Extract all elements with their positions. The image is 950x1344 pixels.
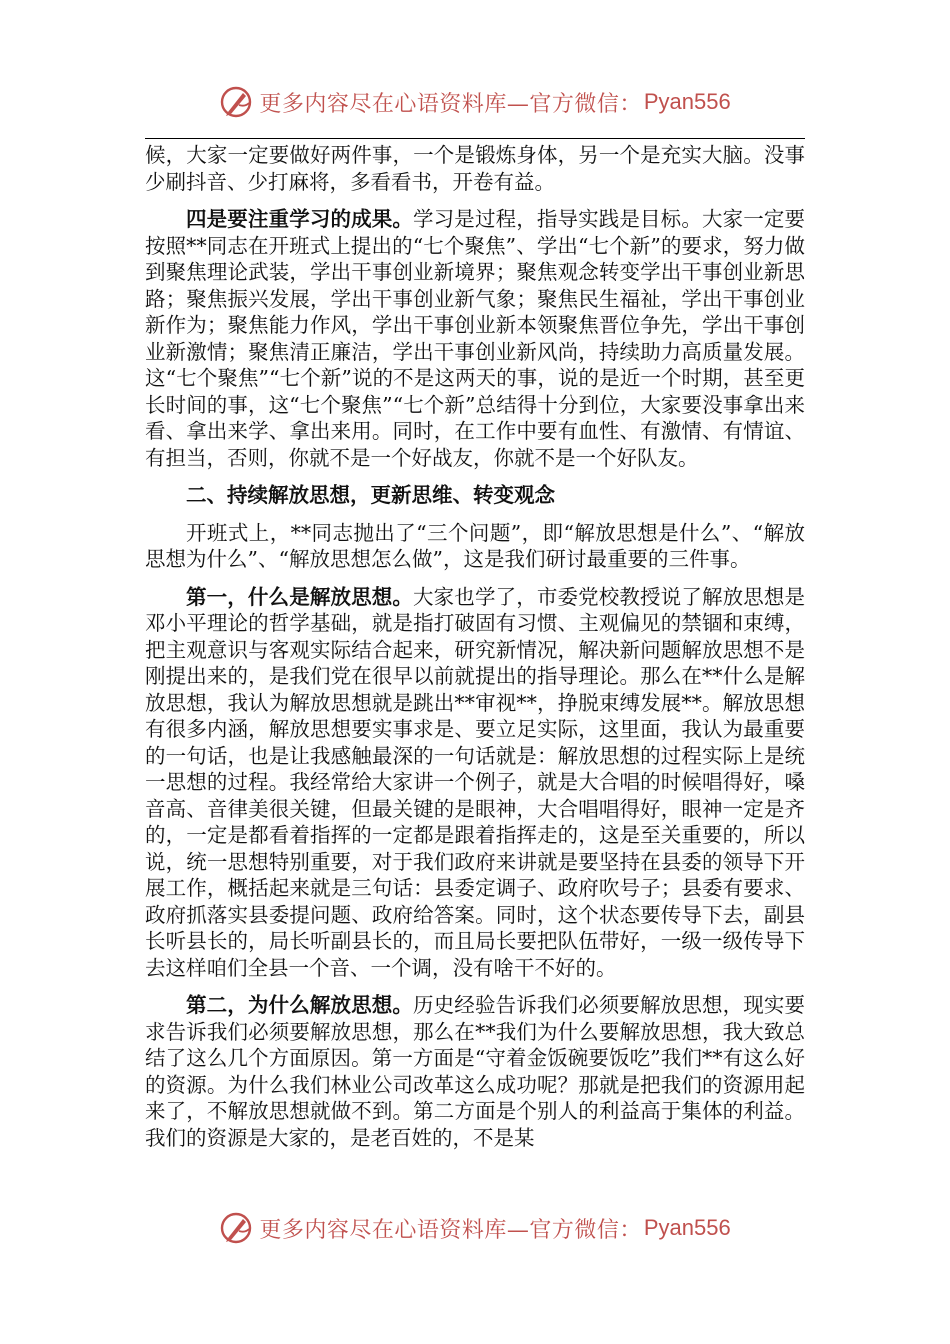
footer-banner-text: 更多内容尽在心语资料库—官方微信：	[259, 1217, 642, 1243]
paragraph-lead: 第二，为什么解放思想。	[186, 993, 414, 1017]
paragraph-text: 历史经验告诉我们必须要解放思想，现实要求告诉我们必须要解放思想，那么在**我们为什么要解放思想，我大致总结了这么几个方面原因。第一方面是“守着金饭碗要饭吃”我们**有这么好的资源。为什么我们林业公司改革这么成功呢？那就是把我们的资源用起来了，不解放思想就做不到。第二方面是个别人的利益高于集体的利益。我们的资源是大家的，是老百姓的，不是某	[145, 993, 806, 1150]
paragraph-three-questions: 开班式上，**同志抛出了“三个问题”，即“解放思想是什么”、“解放思想为什么”、“解放思想怎么做”，这是我们研讨最重要的三件事。	[145, 520, 805, 571]
header-rule	[145, 138, 805, 139]
header-banner-text: 更多内容尽在心语资料库—官方微信：	[259, 91, 642, 117]
document-body	[145, 142, 805, 1162]
paragraph-text: 学习是过程，指导实践是目标。大家一定要按照**同志在开班式上提出的“七个聚焦”、学出“七个新”的要求，努力做到聚焦理论武装，学出干事创业新境界；聚焦观念转变学出干事创业新思路；聚焦振兴发展，学出干事创业新气象；聚焦民生福祉，学出干事创业新作为；聚焦能力作风，学出干事创业新本领聚焦晋位争先，学出干事创业新激情；聚焦清正廉洁，学出干事创业新风尚，持续助力高质量发展。这“七个聚焦”“七个新”说的不是这两天的事，说的是近一个时期，甚至更长时间的事，这“七个聚焦”“七个新”总结得十分到位，大家要没事拿出来看、拿出来学、拿出来用。同时，在工作中要有血性、有激情、有情谊、有担当，否则，你就不是一个好战友，你就不是一个好队友。	[145, 207, 806, 470]
section-heading: 二、持续解放思想，更新思维、转变观念	[186, 483, 555, 507]
paragraph-lead: 四是要注重学习的成果。	[186, 207, 414, 231]
header-banner-id: Pyan556	[643, 89, 731, 114]
paragraph-lead: 第一，什么是解放思想。	[186, 584, 414, 609]
footer-banner	[0, 1208, 950, 1248]
paragraph-continued: 候，大家一定要做好两件事，一个是锻炼身体，另一个是充实大脑。没事少刷抖音、少打麻将，多看看书，开卷有益。	[145, 143, 805, 194]
pen-logo-icon	[219, 1211, 253, 1245]
paragraph-study-results	[145, 206, 805, 471]
header-banner	[0, 82, 950, 122]
footer-banner-id: Pyan556	[643, 1215, 731, 1240]
paragraph-why	[145, 992, 805, 1151]
paragraph-what-is	[145, 584, 805, 982]
paragraph-text: 大家也学了，市委党校教授说了解放思想是邓小平理论的哲学基础，就是指打破固有习惯、主观偏见的禁锢和束缚，把主观意识与客观实际结合起来，研究新情况，解决新问题解放思想不是刚提出来的，是我们党在很早以前就提出的指导理论。那么在**什么是解放思想，我认为解放思想就是跳出**审视**，挣脱束缚发展**。解放思想有很多内涵，解放思想要实事求是、要立足实际，这里面，我认为最重要的一句话，也是让我感触最深的一句话就是：解放思想的过程实际上是统一思想的过程。我经常给大家讲一个例子，就是大合唱的时候唱得好，嗓音高、音律美很关键，但最关键的是眼神，大合唱唱得好，眼神一定是齐的，一定是都看着指挥的一定都是跟着指挥走的，这是至关重要的，所以说，统一思想特别重要，对于我们政府来讲就是要坚持在县委的领导下开展工作，概括起来就是三句话：县委定调子、政府吹号子；县委有要求、政府抓落实县委提问题、政府给答案。同时，这个状态要传导下去，副县长听县长的，局长听副县长的，而且局长要把队伍带好，一级一级传导下去这样咱们全县一个音、一个调，没有啥干不好的。	[145, 584, 806, 980]
pen-logo-icon	[219, 85, 253, 119]
